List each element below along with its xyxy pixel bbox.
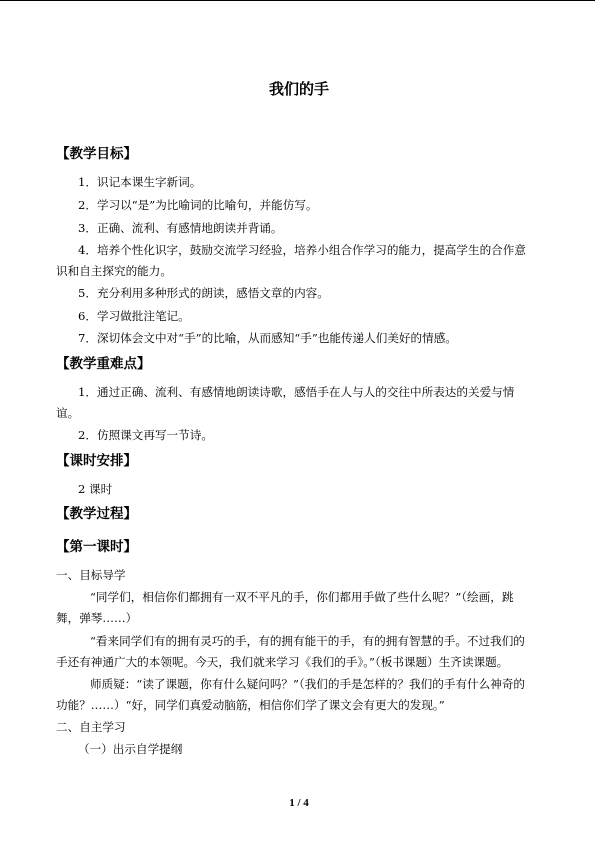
goal-item: 3．正确、流利、有感情地朗读并背诵。 xyxy=(78,221,283,235)
paragraph-line: 舞，弹琴……） xyxy=(56,611,138,625)
paragraph-line: “同学们，相信你们都拥有一双不平凡的手，你们都用手做了些什么呢？”（绘画，跳 xyxy=(90,590,514,604)
document-title: 我们的手 xyxy=(268,80,329,98)
goal-item: 2．学习以“是”为比喻词的比喻句，并能仿写。 xyxy=(78,198,318,212)
key-point-item: 2．仿照课文再写一节诗。 xyxy=(78,428,213,442)
paragraph-line: 功能？……）“好，同学们真爱动脑筋，相信你们学了课文会有更大的发现。” xyxy=(56,698,445,712)
paragraph-line: “看来同学们有的拥有灵巧的手，有的拥有能干的手，有的拥有智慧的手。不过我们的 xyxy=(90,634,525,648)
paragraph-line: 手还有神通广大的本领呢。今天，我们就来学习《我们的手》。”（板书课题）生齐读课题。 xyxy=(56,655,509,669)
goal-item: 5．充分利用多种形式的朗读，感悟文章的内容。 xyxy=(78,286,329,300)
goal-item: 1．识记本课生字新词。 xyxy=(78,175,202,189)
section-heading-key-points: 【教学重难点】 xyxy=(56,356,151,372)
key-point-item: 1．通过正确、流利、有感情地朗读诗歌，感悟手在人与人的交往中所表达的关爱与情 xyxy=(78,385,515,399)
sub-heading: （一）出示自学提纲 xyxy=(78,742,183,756)
goal-item-continuation: 识和自主探究的能力。 xyxy=(56,264,172,278)
goal-item: 4．培养个性化识字，鼓励交流学习经验，培养小组合作学习的能力，提高学生的合作意 xyxy=(78,243,526,257)
top-border-line xyxy=(0,0,595,1)
paragraph-line: 师质疑：“读了课题，你有什么疑问吗？”（我们的手是怎样的？我们的手有什么神奇的 xyxy=(90,677,526,691)
section-heading-schedule: 【课时安排】 xyxy=(56,453,137,469)
page-number: 1 / 4 xyxy=(289,797,309,809)
section-heading-goals: 【教学目标】 xyxy=(56,146,137,162)
section-heading-process: 【教学过程】 xyxy=(56,506,137,522)
key-point-continuation: 谊。 xyxy=(56,406,80,420)
goal-item: 6．学习做批注笔记。 xyxy=(78,309,190,323)
process-part-heading: 一、目标导学 xyxy=(56,568,126,582)
section-heading-first-lesson: 【第一课时】 xyxy=(56,539,137,555)
goal-item: 7．深切体会文中对“手”的比喻，从而感知“手”也能传递人们美好的情感。 xyxy=(78,331,457,345)
schedule-text: 2 课时 xyxy=(78,482,113,496)
process-part-heading: 二、自主学习 xyxy=(56,720,126,734)
